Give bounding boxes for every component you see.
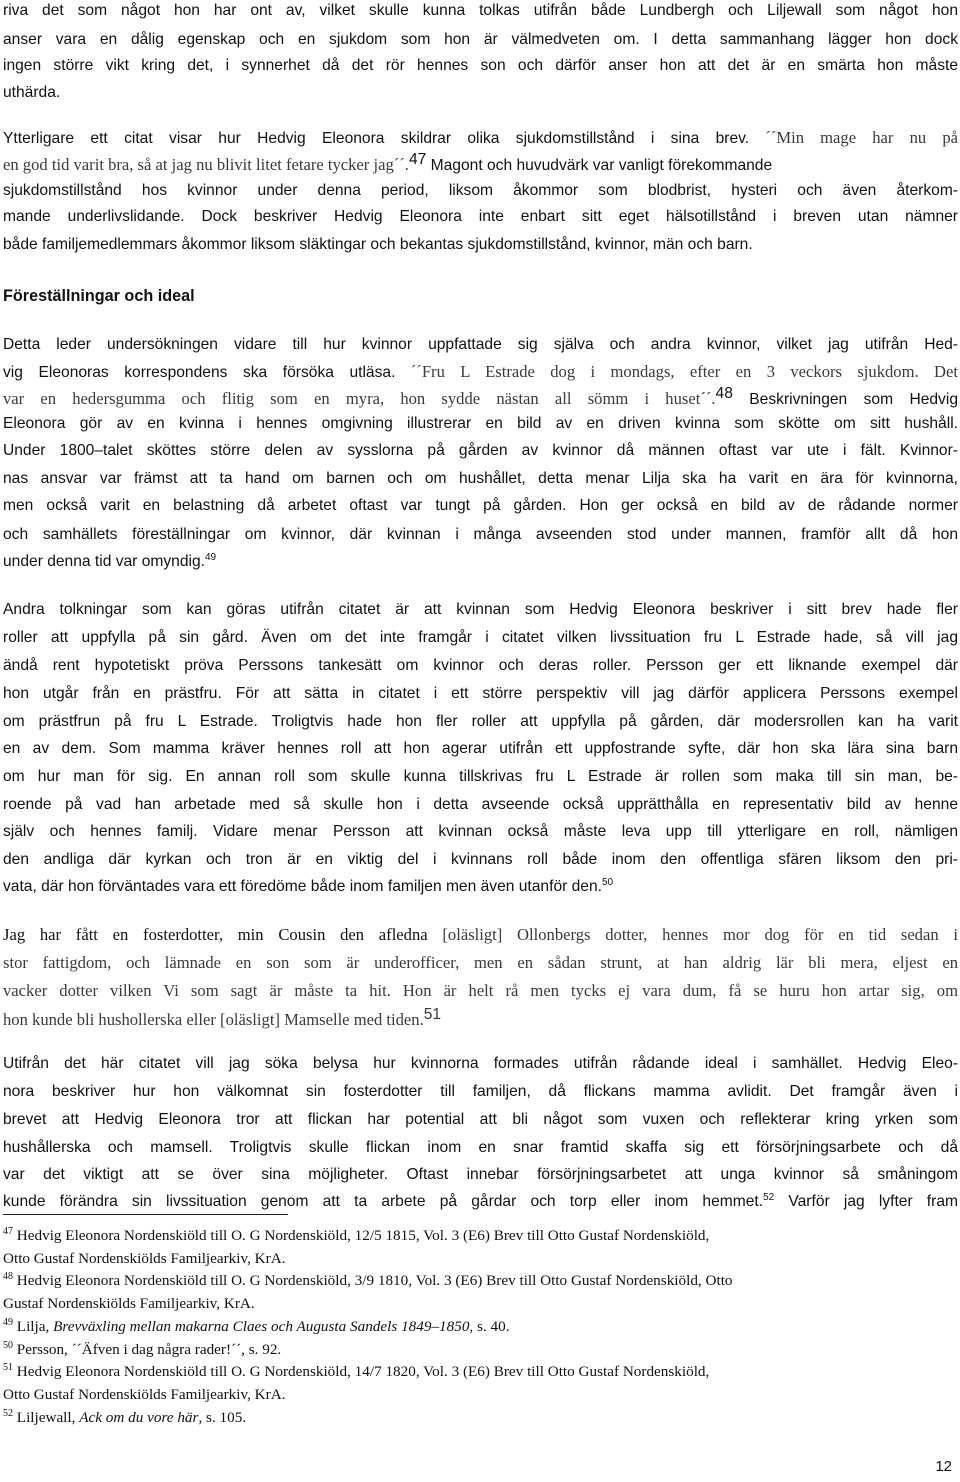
text-line: Utifrån det här citatet vill jag söka belysa hur kvinnorna formades utifrån rådande ideal i samhället. Hedvig Eleo- [3,1055,958,1072]
text-line: Detta leder undersökningen vidare till hur kvinnor uppfattade sig själva och andra kvinnor, vilket jag utifrån Hed- [3,336,958,353]
text-line: hushållerska och mamsell. Troligtvis skulle flickan inom en snar framtid skaffa sig ett försörjningsarbete och då [3,1139,958,1156]
page-number: 12 [935,1458,952,1475]
footnote-47: $^{47}$ Hedvig Eleonora Nordenskiöld till O. G Nordenskiöld, 12/5 1815, Vol. 3 (E6) Brev till Otto Gustaf Nordenskiöld, [3,1226,710,1244]
text-line: vig Eleonoras korrespondens ska försöka utläsa. ´´Fru L Estrade dog i mondags, efter en 3 veckors sjukdom. Det [3,362,958,381]
text-line: vata, där hon förväntades vara ett föredöme både inom familjen men även utanför den.$^{50}$ [3,877,614,895]
text-line: ingen större vikt kring det, i synnerhet då det rör hennes son och därför anser hon att det är en smärta hon måste [3,57,958,74]
section-heading: Föreställningar och ideal [3,287,195,305]
text-line: riva det som något hon har ont av, vilket skulle kunna tolkas utifrån både Lundbergh och Liljewall som något hon [3,2,958,19]
text-line: roller att uppfylla på sin gård. Även om det inte framgår i citatet vilken livssituation fru L Estrade hade, så vill jag [3,629,958,646]
text-line: hon kunde bli hushollerska eller [oläsligt] Mamselle med tiden.$^{51}$ [3,1006,442,1029]
text-line: anser vara en dålig egenskap och en sjukdom som hon är välmedveten om. I detta sammanhang lägger hon dock [3,31,958,48]
text-line: nora beskriver hur hon välkomnat sin fosterdotter till familjen, då flickans mamma avlidit. Det framgår även i [3,1083,958,1100]
footnote-ref[interactable]: 47 [408,151,427,168]
text-line: vacker dotter vilken Vi som sagt är måste ta hit. Hon är helt rå men tycks ej vara dum, få se huru hon artar sig, om [3,981,958,1000]
footnote-ref[interactable]: 50 [602,877,614,888]
text-line: nas ansvar var främst att ta hand om barnen och om hushållet, detta menar Lilja ska ha varit en ära för kvinnorna, [3,470,958,487]
text-line: Under 1800–talet sköttes större delen av sysslorna på gården av kvinnor då männen oftast var ute i fält. Kvinnor- [3,442,958,459]
footnote-line: Otto Gustaf Nordenskiölds Familjearkiv, KrA. [3,1250,286,1267]
footnote-51: $^{51}$ Hedvig Eleonora Nordenskiöld till O. G Nordenskiöld, 14/7 1820, Vol. 3 (E6) Brev till Otto Gustaf Nordenskiöld, [3,1362,710,1380]
footnote-ref[interactable]: 48 [715,385,733,402]
text-line: Jag har fått en fosterdotter, min Cousin den afledna [oläsligt] Ollonbergs dotter, hennes mor dog för en tid sedan i [3,925,958,944]
text-line: Eleonora gör av en kvinna i hennes omgivning illustrerar en bild av en driven kvinna som skötte om sitt hushåll. [3,415,958,432]
text-line: mande underlivslidande. Dock beskriver Hedvig Eleonora inte enbart sitt eget hälsotillstånd i breven utan nämner [3,208,958,225]
text-line: om hur man för sig. En annan roll som skulle kunna tillskrivas fru L Estrade är rollen som maka till sin man, be- [3,768,958,785]
text-line: var en hedersgumma och flitig som en myra, hon sydde nästan all sömm i huset´´.$^{48}$ Beskrivningen som Hedvig [3,385,958,408]
text-line: uthärda. [3,84,61,101]
text-line: om prästfrun på fru L Estrade. Troligtvis hade hon fler roller att uppfylla på gården, där modersrollen kan ha varit [3,713,958,730]
text-line: hon utgår från en prästfru. För att sätta in citatet i ett större perspektiv vill jag därför applicera Perssons exempel [3,685,958,702]
footnote-line: Gustaf Nordenskiölds Familjearkiv, KrA. [3,1295,255,1312]
text-line: och samhällets föreställningar om kvinnor, där kvinnan i många avseenden stod under mannen, framför allt då hon [3,526,958,543]
footnote-52: $^{52}$ Liljewall, Ack om du vore här, s. 105. [3,1408,247,1426]
text-line: men också varit en belastning då arbetet oftast var tungt på gården. Hon ger också en bild av de rådande normer [3,497,958,514]
text-line: Andra tolkningar som kan göras utifrån citatet är att kvinnan som Hedvig Eleonora beskriver i sitt brev hade fler [3,601,958,618]
footnote-line: Otto Gustaf Nordenskiölds Familjearkiv, KrA. [3,1386,286,1403]
footnote-ref[interactable]: 52 [763,1192,775,1203]
text-line: Ytterligare ett citat visar hur Hedvig Eleonora skildrar olika sjukdomstillstånd i sina brev. ´´Min mage har nu på [3,128,958,147]
text-line: den andliga där kyrkan och tron är en viktig del i kvinnans roll både inom den offentliga sfären liksom den pri- [3,851,958,868]
text-line: en av dem. Som mamma kräver hennes roll att hon agerar utifrån ett uppfostrande syfte, där hon ska lära sina barn [3,740,958,757]
text-line: kunde förändra sin livssituation genom att ta arbete på gårdar och torp eller inom hemmet.$^{52}$ Varför jag lyfter fram [3,1192,958,1210]
footnote-48: $^{48}$ Hedvig Eleonora Nordenskiöld till O. G Nordenskiöld, 3/9 1810, Vol. 3 (E6) Brev till Otto Gustaf Nordenskiöld, Otto [3,1271,733,1289]
text-line: var det viktigt att se över sina möjligheter. Oftast innebar försörjningsarbetet att unga kvinnor så småningom [3,1166,958,1183]
text-line: brevet att Hedvig Eleonora tror att flickan har potential att bli något som vuxen och reflekterar kring yrken som [3,1111,958,1128]
footnote-50: $^{50}$ Persson, ´´Äfven i dag några rader!´´, s. 92. [3,1340,282,1358]
text-line: sjukdomstillstånd hos kvinnor under denna period, liksom åkommor som blodbrist, hysteri och även återkom- [3,182,958,199]
footnote-ref[interactable]: 49 [204,552,217,563]
text-line: en god tid varit bra, så at jag nu blivit litet fetare tycker jag´´.$^{47}$ Magont och huvudvärk var vanligt förekommande [3,151,773,174]
text-line: både familjemedlemmars åkommor liksom släktingar och bekantas sjukdomstillstånd, kvinnor, män och barn. [3,236,753,253]
footnote-ref[interactable]: 51 [423,1006,442,1023]
text-line: stor fattigdom, och lämnade en son som är underofficer, men en sådan strunt, at han aldrig lär bli mera, eljest en [3,953,958,972]
text-line: själv och hennes familj. Vidare menar Persson att kvinnan också måste leva upp till ytterligare en roll, nämligen [3,823,958,840]
footnote-49: $^{49}$ Lilja, Brevväxling mellan makarna Claes och Augusta Sandels 1849–1850, s. 40. [3,1317,510,1335]
text-line: ändå rent hypotetiskt pröva Perssons tankesätt om kvinnor och deras roller. Persson ger ett liknande exempel där [3,657,958,674]
text-line: roende på vad han arbetade med så skulle hon i detta avseende också upprätthålla en representativ bild av henne [3,796,958,813]
footnote-separator [3,1214,288,1215]
text-line: under denna tid var omyndig.$^{49}$ [3,552,217,570]
